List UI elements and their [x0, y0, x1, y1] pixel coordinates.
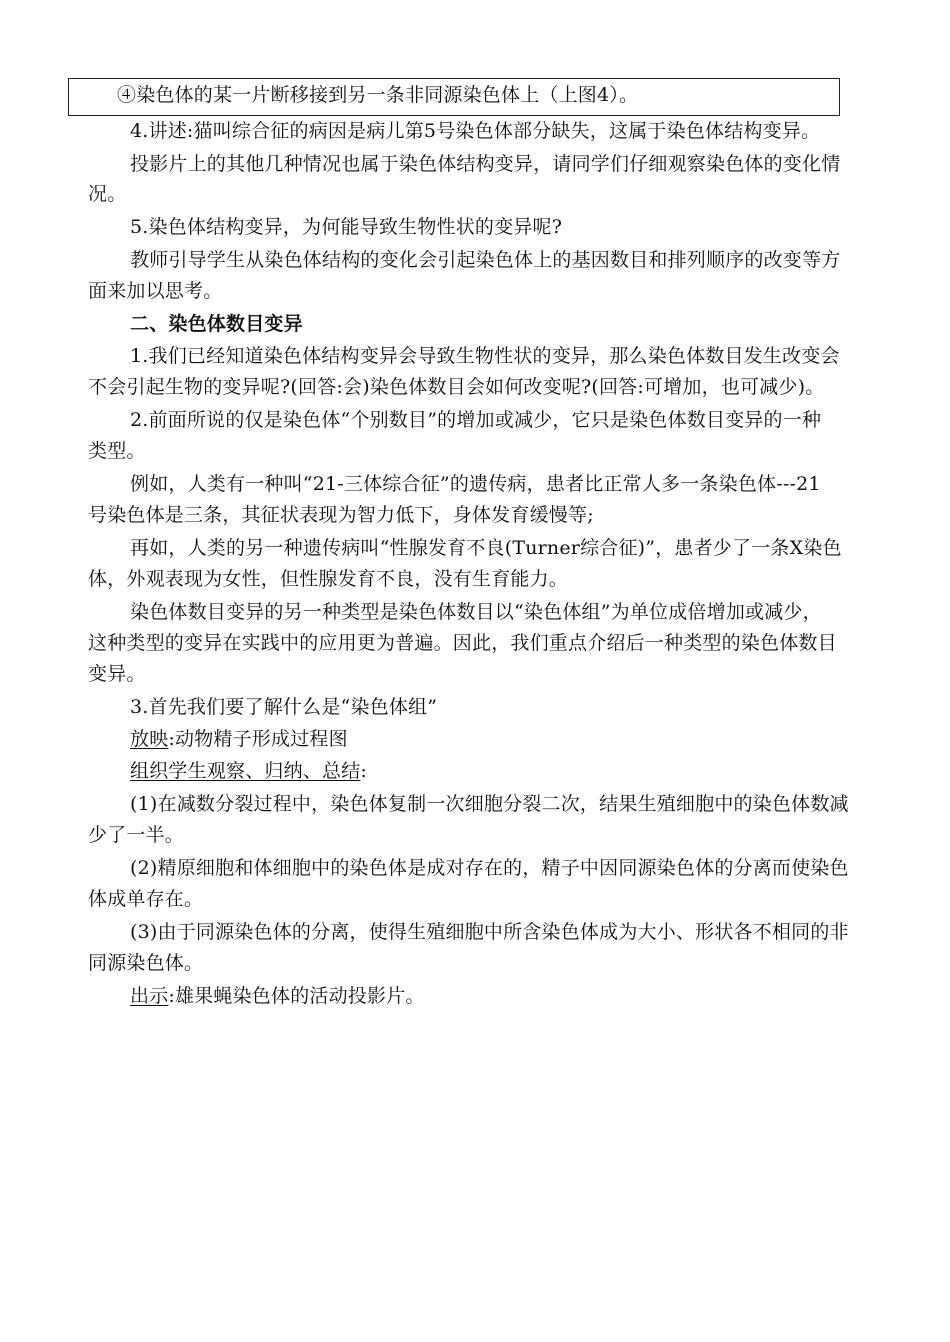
point-2-line2: 体成单存在。: [88, 888, 204, 910]
point-1-line1: (1)在减数分裂过程中，染色体复制一次细胞分裂二次，结果生殖细胞中的染色体数减: [130, 793, 849, 815]
display-line: [130, 985, 425, 1007]
show-label: 放映: [130, 728, 169, 750]
paragraph-4b-line2: 况。: [88, 183, 127, 205]
point-3-line2: 同源染色体。: [88, 952, 204, 974]
show-line: [130, 728, 348, 750]
item-1-line1: 1.我们已经知道染色体结构变异会导致生物性状的变异，那么染色体数目发生改变会: [130, 345, 840, 367]
point-1-line2: 少了一半。: [88, 824, 185, 846]
item-3: 3.首先我们要了解什么是“染色体组”: [130, 696, 438, 718]
point-2-line1: (2)精原细胞和体细胞中的染色体是成对存在的，精子中因同源染色体的分离而使染色: [130, 857, 849, 879]
paragraph-5b-line2: 面来加以思考。: [88, 280, 223, 302]
example-1-line2: 号染色体是三条，其征状表现为智力低下，身体发育缓慢等;: [88, 504, 594, 526]
section-heading: 二、染色体数目变异: [130, 313, 303, 335]
display-label: 出示: [130, 985, 169, 1007]
paragraph-5b-line1: 教师引导学生从染色体结构的变化会引起染色体上的基因数目和排列顺序的改变等方: [130, 249, 841, 271]
example-3-line3: 变异。: [88, 663, 146, 685]
organize-line: [130, 760, 367, 782]
item-2-line1: 2.前面所说的仅是染色体“个别数目”的增加或减少，它只是染色体数目变异的一种: [130, 409, 822, 431]
example-1-line1: 例如，人类有一种叫“21-三体综合征”的遗传病，患者比正常人多一条染色体---21: [130, 473, 821, 495]
organize-label: 组织学生观察、归纳、总结: [130, 760, 361, 782]
example-3-line2: 这种类型的变异在实践中的应用更为普遍。因此，我们重点介绍后一种类型的染色体数目: [88, 632, 837, 654]
paragraph-4: 4.讲述:猫叫综合征的病因是病儿第5号染色体部分缺失，这属于染色体结构变异。: [130, 120, 821, 142]
point-3-line1: (3)由于同源染色体的分离，使得生殖细胞中所含染色体成为大小、形状各不相同的非: [130, 921, 849, 943]
show-text: :动物精子形成过程图: [168, 728, 348, 750]
boxed-line-text: ④染色体的某一片断移接到另一条非同源染色体上（上图4）。: [117, 84, 639, 106]
organize-colon: :: [360, 760, 368, 782]
paragraph-4b-line1: 投影片上的其他几种情况也属于染色体结构变异，请同学们仔细观察染色体的变化情: [130, 153, 841, 175]
display-text: :雄果蝇染色体的活动投影片。: [168, 985, 425, 1007]
item-2-line2: 类型。: [88, 440, 146, 462]
paragraph-5: 5.染色体结构变异，为何能导致生物性状的变异呢?: [130, 216, 563, 238]
example-2-line1: 再如，人类的另一种遗传病叫“性腺发育不良(Turner综合征)”，患者少了一条X染色: [130, 537, 842, 559]
item-1-line2: 不会引起生物的变异呢?(回答:会)染色体数目会如何改变呢?(回答:可增加，也可减少)。: [88, 376, 825, 398]
example-2-line2: 体，外观表现为女性，但性腺发育不良，没有生育能力。: [88, 568, 569, 590]
example-3-line1: 染色体数目变异的另一种类型是染色体数目以“染色体组”为单位成倍增加或减少，: [130, 601, 822, 623]
